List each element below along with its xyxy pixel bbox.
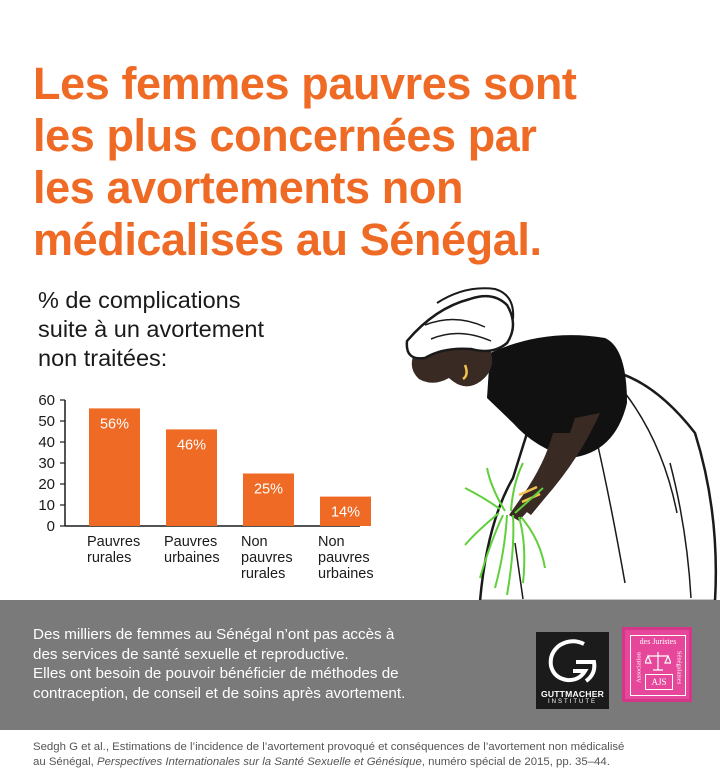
x-category-label: pauvres <box>241 550 293 566</box>
citation-line-1: Sedgh G et al., Estimations de l’incidence de l’avortement provoqué et conséquences de l’avortement non médicalisé <box>33 741 625 753</box>
chart-title <box>38 286 338 373</box>
bar-value-label: 25% <box>253 481 284 498</box>
x-category-label: rurales <box>87 550 132 566</box>
guttmacher-subtitle: INSTITUTE <box>548 699 597 705</box>
ajs-mark: AJS <box>645 674 673 690</box>
y-tick-label: 40 <box>38 434 55 451</box>
scales-of-justice-icon <box>645 650 671 672</box>
citation-suffix: , numéro spécial de 2015, pp. 35–44. <box>421 756 610 768</box>
headline-line: Les femmes pauvres sont <box>33 58 577 109</box>
bar-chart <box>0 385 400 585</box>
y-tick-label: 10 <box>38 497 55 514</box>
woman-planting-rice-illustration <box>395 283 720 603</box>
citation-prefix: au Sénégal, <box>33 756 97 768</box>
guttmacher-logo <box>536 632 609 709</box>
x-category-label: rurales <box>241 566 286 582</box>
x-category-label: pauvres <box>318 550 370 566</box>
ajs-top-text: des Juristes <box>639 637 677 646</box>
x-category-label: Pauvres <box>164 534 218 550</box>
x-category-label: Non <box>241 534 268 550</box>
bar-value-label: 14% <box>330 504 361 521</box>
y-tick-label: 30 <box>38 455 55 472</box>
x-category-label: urbaines <box>318 566 374 582</box>
y-tick-label: 50 <box>38 413 55 430</box>
headline-line: les plus concernées par <box>33 110 537 161</box>
chart-title-line: non traitées: <box>38 345 168 371</box>
headline-line: les avortements non <box>33 162 464 213</box>
guttmacher-name: GUTTMACHER <box>540 689 605 699</box>
x-category-label: Pauvres <box>87 534 141 550</box>
guttmacher-mark-icon <box>536 632 609 688</box>
ajs-left-text: Association <box>635 652 643 683</box>
info-line: Des milliers de femmes au Sénégal n’ont pas accès à <box>33 626 395 643</box>
y-tick-label: 60 <box>38 392 55 409</box>
headline-line: médicalisés au Sénégal. <box>33 214 542 265</box>
info-text <box>33 625 503 703</box>
citation-line-2 <box>33 755 703 770</box>
chart-title-line: % de complications <box>38 287 241 313</box>
citation <box>33 740 703 770</box>
bar-value-label: 56% <box>99 416 130 433</box>
y-tick-label: 20 <box>38 476 55 493</box>
info-line: des services de santé sexuelle et reproductive. <box>33 645 349 663</box>
x-category-label: Non <box>318 534 345 550</box>
info-line: Elles ont besoin de pouvoir bénéficier de méthodes de <box>33 665 399 682</box>
y-tick-label: 0 <box>46 518 55 535</box>
citation-journal: Perspectives Internationales sur la Santé Sexuelle et Génésique <box>96 756 422 768</box>
ajs-frame <box>630 635 686 696</box>
headline <box>33 58 693 266</box>
ajs-right-text: Sénégalaises <box>675 650 683 685</box>
ajs-logo <box>622 627 692 702</box>
info-line: contraception, de conseil et de soins après avortement. <box>33 684 406 702</box>
chart-title-line: suite à un avortement <box>38 316 264 342</box>
x-category-label: urbaines <box>164 550 220 566</box>
bar-value-label: 46% <box>176 437 207 454</box>
